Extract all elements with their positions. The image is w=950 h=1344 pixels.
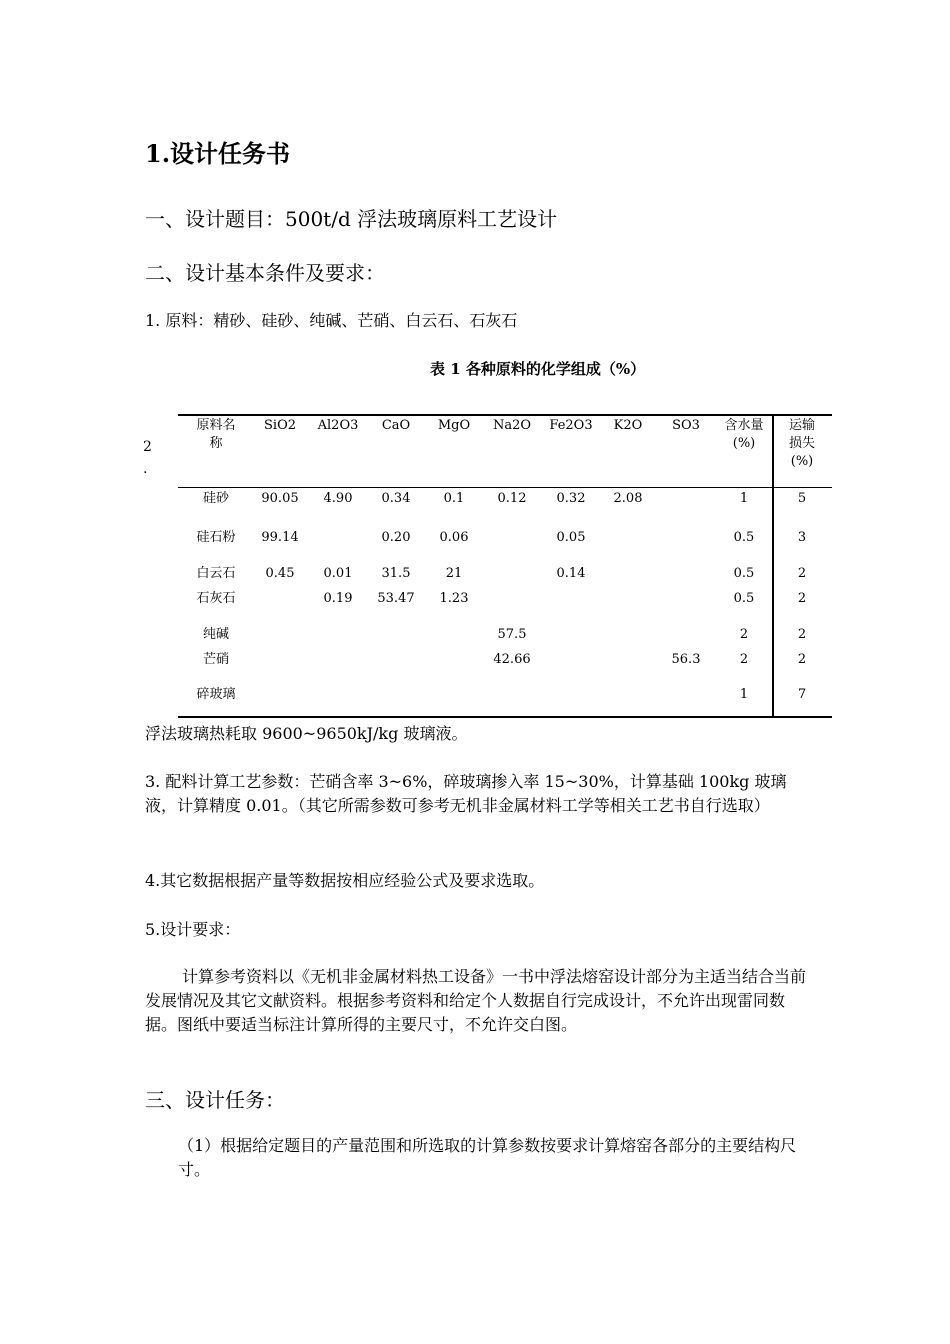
table-row-label: 白云石 [196, 566, 236, 581]
header-sio2: SiO2 [264, 418, 296, 433]
table-header-rule [178, 487, 832, 488]
table-cell: 0.20 [381, 530, 411, 545]
header-k2o: K2O [613, 418, 643, 433]
table-cell: 57.5 [497, 627, 527, 642]
table-row-label: 石灰石 [196, 591, 236, 606]
table-cell: 2 [739, 627, 749, 642]
table-row-label: 碎玻璃 [196, 687, 236, 702]
table-cell: 2 [797, 566, 807, 581]
raw-materials-line: 1. 原料：精砂、硅砂、纯碱、芒硝、白云石、石灰石 [145, 311, 518, 330]
header-cao: CaO [381, 418, 411, 433]
table-top-rule [178, 414, 832, 416]
header-water-content: 含水量(%) [724, 418, 764, 451]
table-cell: 2 [797, 627, 807, 642]
header-so3: SO3 [672, 418, 700, 433]
table-cell: 1 [739, 687, 749, 702]
table-cell: 5 [797, 491, 807, 506]
table-cell: 0.01 [323, 566, 353, 581]
header-fe2o3: Fe2O3 [549, 418, 593, 433]
table-row-label: 芒硝 [202, 652, 229, 667]
table-cell: 2 [739, 652, 749, 667]
design-requirements-heading: 5.设计要求： [145, 920, 241, 939]
table-cell: 0.5 [733, 591, 755, 606]
table-cell: 1 [739, 491, 749, 506]
table-cell: 2.08 [613, 491, 643, 506]
table-cell: 3 [797, 530, 807, 545]
table-cell: 0.34 [381, 491, 411, 506]
other-data-line: 4.其它数据根据产量等数据按相应经验公式及要求选取。 [145, 871, 545, 890]
item-2-number: 2 . [143, 439, 152, 477]
table-cell: 0.5 [733, 566, 755, 581]
table-cell: 0.14 [556, 566, 586, 581]
table-cell: 42.66 [493, 652, 531, 667]
table-bottom-rule [178, 716, 832, 718]
heat-consumption-line: 浮法玻璃热耗取 9600~9650kJ/kg 玻璃液。 [145, 724, 468, 743]
table-cell: 0.32 [556, 491, 586, 506]
table-cell: 0.1 [443, 491, 465, 506]
table-cell: 21 [445, 566, 463, 581]
table-cell: 0.5 [733, 530, 755, 545]
table-cell: 2 [797, 652, 807, 667]
design-tasks-heading: 三、设计任务： [145, 1088, 285, 1112]
batch-parameters-paragraph: 3. 配料计算工艺参数：芒硝含率 3~6%，碎玻璃掺入率 15~30%，计算基础 100kg 玻璃液，计算精度 0.01。（其它所需参数可参考无机非金属材料工学等相关工艺书自行选取） [145, 772, 787, 815]
table-cell: 31.5 [381, 566, 411, 581]
header-al2o3: Al2O3 [317, 418, 359, 433]
design-requirements-paragraph: 计算参考资料以《无机非金属材料热工设备》一书中浮法熔窑设计部分为主适当结合当前发展情况及其它文献资料。根据参考资料和给定个人数据自行完成设计，不允许出现雷同数据。图纸中要适当标注计算所得的主要尺寸，不允许交白图。 [145, 967, 807, 1034]
table-cell: 4.90 [323, 491, 353, 506]
header-material-name: 原料名称 [196, 418, 236, 451]
table-cell: 53.47 [377, 591, 415, 606]
header-transport-loss: 运输损失(%) [788, 418, 815, 469]
design-topic-heading: 一、设计题目：500t/d 浮法玻璃原料工艺设计 [145, 207, 558, 231]
table-row-label: 纯碱 [202, 627, 229, 642]
table-cell: 0.06 [439, 530, 469, 545]
header-na2o: Na2O [492, 418, 532, 433]
table-row-label: 硅砂 [202, 491, 229, 506]
table-cell: 1.23 [439, 591, 469, 606]
header-mgo: MgO [437, 418, 471, 433]
page-title: 1.设计任务书 [145, 139, 291, 168]
task-1-paragraph: （1）根据给定题目的产量范围和所选取的计算参数按要求计算熔窑各部分的主要结构尺寸。 [178, 1136, 797, 1179]
table-cell: 0.12 [497, 491, 527, 506]
basic-conditions-heading: 二、设计基本条件及要求： [145, 261, 385, 285]
table-caption: 表 1 各种原料的化学组成（%） [430, 360, 646, 378]
table-cell: 0.19 [323, 591, 353, 606]
table-cell: 0.45 [265, 566, 295, 581]
table-cell: 56.3 [671, 652, 701, 667]
table-cell: 99.14 [261, 530, 299, 545]
table-row-label: 硅石粉 [196, 530, 236, 545]
table-cell: 0.05 [556, 530, 586, 545]
table-cell: 90.05 [261, 491, 299, 506]
table-cell: 2 [797, 591, 807, 606]
table-cell: 7 [797, 687, 807, 702]
